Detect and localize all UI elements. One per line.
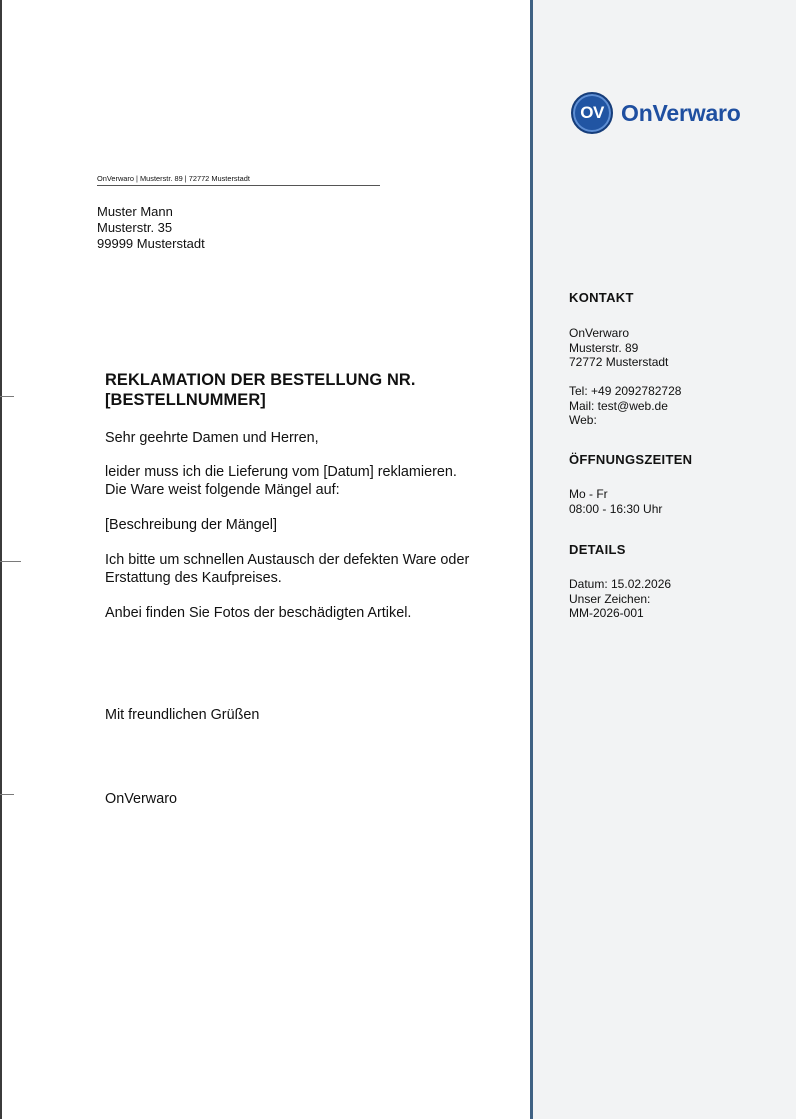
- contact-company: OnVerwaro: [569, 326, 630, 340]
- contact-phone: Tel: +49 2092782728: [569, 384, 682, 398]
- contact-street: Musterstr. 89: [569, 340, 639, 355]
- contact-city: 72772 Musterstadt: [569, 355, 669, 369]
- paragraph-complaint-line-1: leider muss ich die Lieferung vom [Datum] reklamieren.: [105, 464, 457, 480]
- company-logo: [571, 92, 741, 134]
- salutation: Sehr geehrte Damen und Herren,: [105, 430, 319, 446]
- paragraph-complaint: [105, 463, 457, 499]
- logo-badge-icon: [571, 92, 613, 134]
- paragraph-request-line-2: Erstattung des Kaufpreises.: [105, 570, 282, 586]
- contact-details: [569, 326, 681, 428]
- contact-spacer: [569, 370, 681, 385]
- subject-line-2: [BESTELLNUMMER]: [105, 391, 266, 409]
- details-reference-value: MM-2026-001: [569, 606, 644, 620]
- details-block: [569, 577, 671, 621]
- signature: OnVerwaro: [105, 791, 177, 807]
- recipient-street: Musterstr. 35: [97, 220, 173, 235]
- page-edge: [0, 0, 2, 1119]
- details-heading: DETAILS: [569, 542, 626, 557]
- logo-initials: OV: [580, 103, 604, 122]
- fold-mark-bottom: [0, 794, 14, 795]
- letter-subject: [105, 370, 505, 410]
- contact-web: Web:: [569, 413, 597, 427]
- recipient-name: Muster Mann: [97, 204, 173, 219]
- recipient-address: [97, 204, 205, 252]
- paragraph-attachment: Anbei finden Sie Fotos der beschädigten Artikel.: [105, 605, 412, 621]
- opening-hours-heading: ÖFFNUNGSZEITEN: [569, 452, 693, 467]
- opening-hours: [569, 487, 662, 516]
- logo-name: OnVerwaro: [621, 99, 741, 126]
- subject-line-1: REKLAMATION DER BESTELLUNG NR.: [105, 371, 416, 389]
- paragraph-defects: [Beschreibung der Mängel]: [105, 517, 277, 533]
- fold-mark-top: [0, 396, 14, 397]
- sender-return-address: OnVerwaro | Musterstr. 89 | 72772 Musterstadt: [97, 174, 380, 186]
- paragraph-request: [105, 551, 469, 587]
- details-date: Datum: 15.02.2026: [569, 577, 672, 591]
- info-sidebar: [530, 0, 796, 1119]
- punch-mark: [0, 561, 21, 562]
- opening-days: Mo - Fr: [569, 487, 608, 501]
- contact-heading: KONTAKT: [569, 290, 634, 305]
- paragraph-request-line-1: Ich bitte um schnellen Austausch der defekten Ware oder: [105, 552, 470, 568]
- opening-time: 08:00 - 16:30 Uhr: [569, 501, 663, 516]
- contact-mail: Mail: test@web.de: [569, 398, 668, 413]
- details-reference-label: Unser Zeichen:: [569, 591, 651, 606]
- closing: Mit freundlichen Grüßen: [105, 707, 260, 723]
- recipient-city: 99999 Musterstadt: [97, 236, 205, 251]
- paragraph-complaint-line-2: Die Ware weist folgende Mängel auf:: [105, 482, 340, 498]
